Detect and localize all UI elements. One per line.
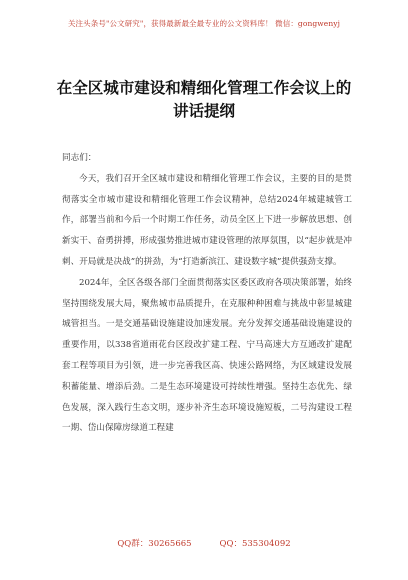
document-body [62,148,352,439]
paragraph-2: 2024年，全区各级各部门全面贯彻落实区委区政府各项决策部署，始终坚持围绕发展大局，聚焦城市品质提升，在克服种种困难与挑战中彰显城建城管担当。一是交通基础设施建设加速发展。充分发挥交通基础设施建设的重要作用，以338省道雨花台区段改扩建工程、宁马高速大方互通改扩建配套工程等项目为引领，进一步完善我区高、快速公路网络，为区域建设发展积蓄能量、增添后劲。二是生态环境建设可持续性增强。坚持生态优先、绿色发展，深入践行生态文明，逐步补齐生态环境设施短板，二号沟建设工程一期、岱山保障房绿道工程建 [62,277,352,434]
title-line-2: 讲话提纲 [172,101,235,120]
contact-footer [0,537,408,549]
document-title [0,76,408,122]
promo-header: 关注头条号"公文研究"，获得最新最全最专业的公文资料库！ 微信：gongwenyj [67,19,341,28]
greeting: 同志们： [62,153,97,163]
qq-group-number: QQ群：30265665 [117,539,192,549]
qq-number: QQ：535304092 [219,539,291,549]
paragraph-1: 今天，我们召开全区城市建设和精细化管理工作会议，主要的目的是贯彻落实全市城市建设和精细化管理工作会议精神，总结2024年城建城管工作，部署当前和今后一个时期工作任务，动员全区上下进一步解放思想、创新实干、奋勇拼搏，形成强势推进城市建设管理的浓厚氛围，以“起步就是冲刺、开局就是决战”的拼劲，为“打造新滨江、建设数字城”提供强劲支撑。 [62,173,352,267]
title-line-1: 在全区城市建设和精细化管理工作会议上的 [56,78,352,97]
